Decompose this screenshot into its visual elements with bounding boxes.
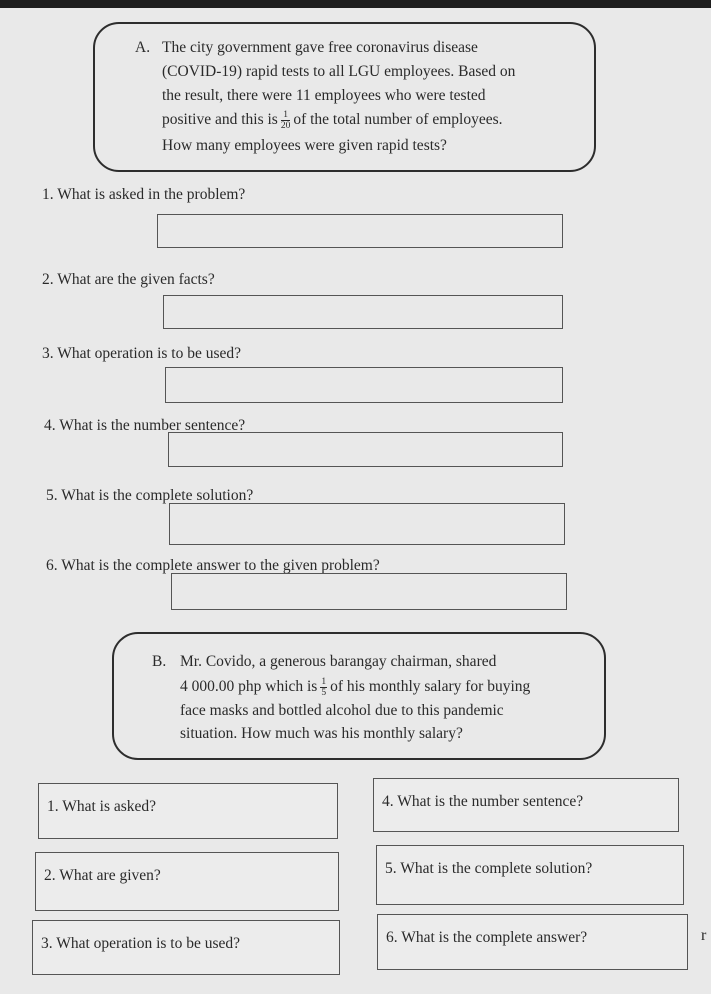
answer-box-a-6[interactable]: [171, 573, 567, 610]
answer-box-b-4[interactable]: [373, 778, 679, 832]
problem-b-line-2: [180, 675, 530, 699]
problem-a-line-1: The city government gave free coronavirus disease: [162, 39, 478, 56]
fraction-one-fifth: [320, 677, 327, 698]
question-b-5: 5. What is the complete solution?: [385, 860, 593, 877]
problem-a-label: A.: [135, 39, 151, 56]
problem-a-line-4: [162, 108, 503, 132]
problem-a-line-4-end: of the total number of employees.: [293, 111, 503, 128]
problem-a-line-2: (COVID-19) rapid tests to all LGU employees. Based on: [162, 63, 516, 80]
problem-b-line-3: face masks and bottled alcohol due to this pandemic: [180, 702, 504, 719]
answer-box-a-5[interactable]: [169, 503, 565, 545]
answer-box-b-3[interactable]: [32, 920, 340, 975]
answer-box-b-2[interactable]: [35, 852, 339, 911]
top-edge-bar: [0, 0, 711, 8]
fraction-b-numerator: 1: [321, 676, 327, 687]
question-a-6: 6. What is the complete answer to the given problem?: [46, 557, 380, 574]
question-b-2: 2. What are given?: [44, 867, 161, 884]
fraction-b-denominator: 5: [321, 687, 327, 698]
problem-b-label: B.: [152, 653, 167, 670]
question-b-4: 4. What is the number sentence?: [382, 793, 584, 810]
answer-box-a-4[interactable]: [168, 432, 563, 467]
answer-box-b-6[interactable]: [377, 914, 688, 970]
fraction-a-denominator: 20: [280, 120, 291, 131]
question-a-4: 4. What is the number sentence?: [44, 417, 246, 434]
question-b-3: 3. What operation is to be used?: [41, 935, 241, 952]
problem-b-line-2-end: of his monthly salary for buying: [330, 678, 531, 695]
question-a-3: 3. What operation is to be used?: [42, 345, 242, 362]
fraction-a-numerator: 1: [281, 110, 291, 121]
answer-box-b-5[interactable]: [376, 845, 684, 905]
problem-b-line-2-start: 4 000.00 php which is: [180, 678, 318, 695]
answer-box-b-1[interactable]: [38, 783, 338, 839]
question-a-2: 2. What are the given facts?: [42, 271, 215, 288]
question-a-1: 1. What is asked in the problem?: [42, 186, 246, 203]
answer-box-a-1[interactable]: [157, 214, 563, 248]
question-a-5: 5. What is the complete solution?: [46, 487, 254, 504]
problem-a-line-4-start: positive and this is: [162, 111, 278, 128]
answer-box-a-2[interactable]: [163, 295, 563, 329]
problem-b-line-1: Mr. Covido, a generous barangay chairman, shared: [180, 653, 497, 670]
question-b-6: 6. What is the complete answer?: [386, 929, 588, 946]
answer-box-a-3[interactable]: [165, 367, 563, 403]
edge-mark: r: [701, 927, 707, 944]
question-b-1: 1. What is asked?: [47, 798, 157, 815]
problem-a-line-5: How many employees were given rapid tests?: [162, 137, 447, 154]
problem-b-line-4: situation. How much was his monthly salary?: [180, 725, 463, 742]
problem-a-line-3: the result, there were 11 employees who were tested: [162, 87, 486, 104]
fraction-one-twentieth: [281, 110, 291, 131]
